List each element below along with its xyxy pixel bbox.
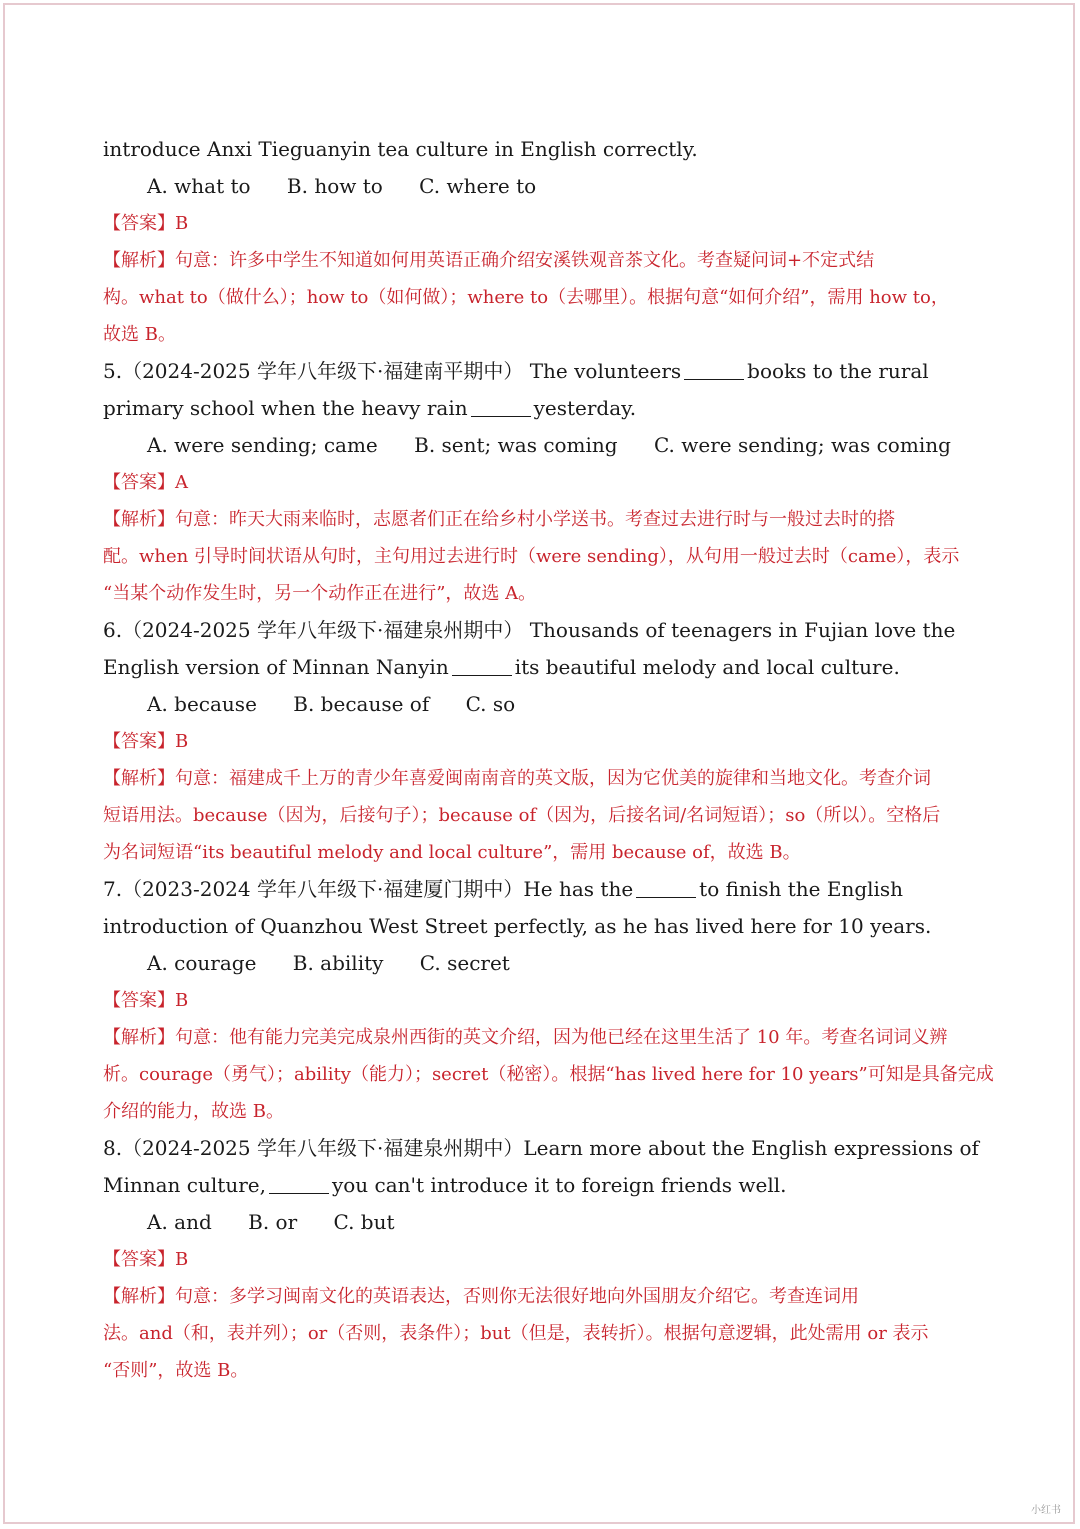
analysis-line: 【解析】句意：昨天大雨来临时，志愿者们正在给乡村小学送书。考查过去进行时与一般过去时的搭 — [103, 509, 895, 530]
option-c: C. were sending; was coming — [653, 433, 951, 457]
option-c: C. secret — [419, 951, 510, 975]
analysis-line: 配。when 引导时间状语从句时，主句用过去进行时（were sending），从句用一般过去时（came），表示 — [103, 546, 960, 567]
analysis-line: 【解析】句意：他有能力完美完成泉州西街的英文介绍，因为他已经在这里生活了 10 年。考查名词词义辨 — [103, 1027, 948, 1048]
option-b: B. ability — [292, 951, 384, 975]
option-a: A. and — [147, 1210, 212, 1234]
option-c: C. where to — [419, 174, 537, 198]
option-a: A. because — [147, 692, 257, 716]
options-row — [103, 427, 993, 464]
analysis-line: 【解析】句意：许多中学生不知道如何用英语正确介绍安溪铁观音茶文化。考查疑问词+不定式结 — [103, 250, 875, 271]
options-row — [103, 686, 993, 723]
question-6-line-1: 6.（2024-2025 学年八年级下·福建泉州期中） Thousands of teenagers in Fujian love the — [103, 618, 956, 642]
analysis-line: 介绍的能力，故选 B。 — [103, 1101, 284, 1122]
question-7-line-1: 7.（2023-2024 学年八年级下·福建厦门期中）He has the to finish the English — [103, 877, 904, 901]
option-c: C. so — [465, 692, 516, 716]
answer-blank — [269, 1171, 329, 1194]
analysis-line: 构。what to（做什么）；how to（如何做）；where to（去哪里）。根据句意“如何介绍”，需用 how to， — [103, 287, 949, 308]
option-b: B. because of — [293, 692, 430, 716]
option-a: A. courage — [147, 951, 257, 975]
options-row — [103, 1204, 993, 1241]
analysis-line: “否则”，故选 B。 — [103, 1360, 249, 1381]
option-a: A. what to — [147, 174, 251, 198]
option-b: B. sent; was coming — [414, 433, 618, 457]
answer-label: 【答案】B — [103, 213, 189, 234]
document-content — [103, 131, 993, 1389]
question-8-line-1: 8.（2024-2025 学年八年级下·福建泉州期中）Learn more about the English expressions of — [103, 1136, 979, 1160]
analysis-line: 【解析】句意：福建成千上万的青少年喜爱闽南南音的英文版，因为它优美的旋律和当地文化。考查介词 — [103, 768, 931, 789]
analysis-line: 法。and（和，表并列）；or（否则，表条件）；but（但是，表转折）。根据句意逻辑，此处需用 or 表示 — [103, 1323, 929, 1344]
options-row — [103, 945, 993, 982]
analysis-line: 短语用法。because（因为，后接句子）；because of（因为，后接名词/名词短语）；so（所以）。空格后 — [103, 805, 941, 826]
question-5-line-2: primary school when the heavy rain yesterday. — [103, 396, 637, 420]
option-b: B. or — [248, 1210, 298, 1234]
answer-label: 【答案】B — [103, 990, 189, 1011]
answer-blank — [471, 394, 531, 417]
analysis-line: “当某个动作发生时，另一个动作正在进行”，故选 A。 — [103, 583, 537, 604]
question-7-line-2: introduction of Quanzhou West Street perfectly, as he has lived here for 10 years. — [103, 914, 932, 938]
answer-label: 【答案】B — [103, 1249, 189, 1270]
answer-blank — [684, 357, 744, 380]
analysis-line: 为名词短语“its beautiful melody and local culture”，需用 because of，故选 B。 — [103, 842, 801, 863]
answer-blank — [636, 875, 696, 898]
answer-label: 【答案】A — [103, 472, 188, 493]
answer-label: 【答案】B — [103, 731, 189, 752]
option-a: A. were sending; came — [147, 433, 378, 457]
question-6-line-2: English version of Minnan Nanyin its beautiful melody and local culture. — [103, 655, 900, 679]
document-page — [3, 3, 1075, 1524]
analysis-line: 析。courage（勇气）；ability（能力）；secret（秘密）。根据“has lived here for 10 years”可知是具备完成 — [103, 1064, 994, 1085]
question-8-line-2: Minnan culture, you can't introduce it to foreign friends well. — [103, 1173, 787, 1197]
analysis-line: 【解析】句意：多学习闽南文化的英语表达，否则你无法很好地向外国朋友介绍它。考查连词用 — [103, 1286, 859, 1307]
options-row — [103, 168, 993, 205]
question-5-line-1: 5.（2024-2025 学年八年级下·福建南平期中） The volunteers books to the rural — [103, 359, 929, 383]
option-b: B. how to — [286, 174, 383, 198]
answer-blank — [452, 653, 512, 676]
option-c: C. but — [333, 1210, 395, 1234]
analysis-line: 故选 B。 — [103, 324, 176, 345]
question-continuation: introduce Anxi Tieguanyin tea culture in English correctly. — [103, 137, 698, 161]
watermark: 小红书 — [1031, 1505, 1061, 1516]
